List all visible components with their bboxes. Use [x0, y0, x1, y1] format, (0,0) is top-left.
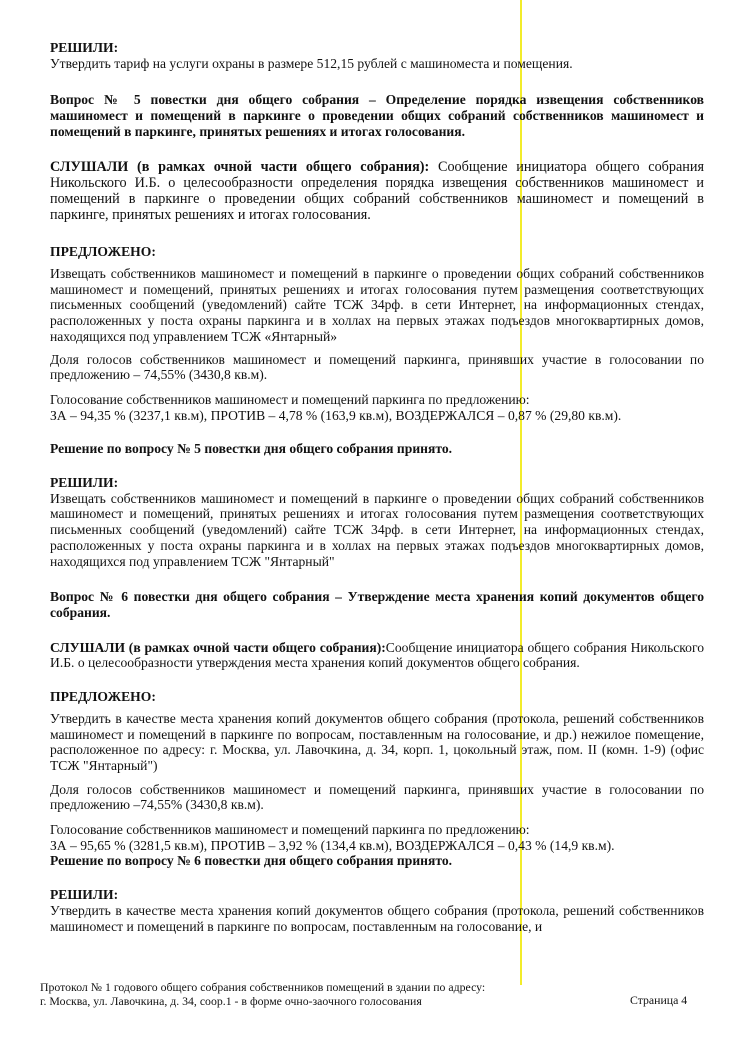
- paragraph: Извещать собственников машиномест и помещений в паркинге о проведении общих собраний собственников машиномест и помещений, принятых решениях и итогах голосования путем размещения соответствующих письменных сообщений (уведомлений) сайте ТСЖ 34рф. в сети Интернет, на информационных стендах, расположенных у поста охраны паркинга и в холлах на первых этажах подъездов многоквартирных домов, находящихся под управлением ТСЖ "Янтарный": [50, 490, 704, 569]
- paragraph: Утвердить в качестве места хранения копий документов общего собрания (протокола, решений собственников машиномест и помещений в паркинге по вопросам, поставленным на голосование, и др.) нежилое помещение, расположенное по адресу: г. Москва, ул. Лавочкина, д. 34, корп. 1, цокольный этаж, пом. II (комн. 1-9) (офис ТСЖ "Янтарный"): [50, 710, 704, 773]
- document-body: [50, 40, 704, 934]
- section-heading: РЕШИЛИ:: [50, 40, 119, 55]
- section-heading: РЕШИЛИ:: [50, 887, 119, 903]
- paragraph: Утвердить тариф на услуги охраны в размере 512,15 рублей с машиноместа и помещения.: [50, 55, 573, 71]
- paragraph: Извещать собственников машиномест и помещений в паркинге о проведении общих собраний собственников машиномест и помещений, принятых решениях и итогах голосования путем размещения соответствующих письменных сообщений (уведомлений) сайте ТСЖ 34рф. в сети Интернет, на информационных стендах, расположенных у поста охраны паркинга и в холлах на первых этажах подъездов многоквартирных домов, находящихся под управлением ТСЖ «Янтарный»: [50, 266, 704, 344]
- listened-label: СЛУШАЛИ (в рамках очной части общего собрания):: [50, 639, 386, 655]
- page-number: Страница 4: [630, 993, 688, 1007]
- page-footer: [40, 980, 600, 1008]
- footer-line: Протокол № 1 годового общего собрания собственников помещений в здании по адресу:: [40, 980, 486, 994]
- listened-label: СЛУШАЛИ (в рамках очной части общего собрания):: [50, 158, 430, 175]
- decision-line: Решение по вопросу № 6 повестки дня общего собрания принято.: [50, 853, 453, 869]
- agenda-question-6-title: Вопрос № 6 повестки дня общего собрания – Утверждение места хранения копий документов общего собрания.: [50, 589, 704, 620]
- section-heading: РЕШИЛИ:: [50, 475, 119, 491]
- listened-text: Сообщение инициатора общего собрания Никольского И.Б. о целесообразности утверждения места хранения копий документов общего собрания.: [50, 639, 705, 671]
- section-heading: ПРЕДЛОЖЕНО:: [50, 689, 156, 705]
- decision-line: Решение по вопросу № 5 повестки дня общего собрания принято.: [50, 441, 453, 457]
- paragraph: Утвердить в качестве места хранения копий документов общего собрания (протокола, решений собственников машиномест и помещений в паркинге по вопросам, поставленным на голосование, и: [50, 902, 704, 934]
- paragraph: Доля голосов собственников машиномест и помещений паркинга, принявших участие в голосовании по предложению –74,55% (3430,8 кв.м).: [50, 781, 704, 813]
- listened-paragraph: [50, 640, 704, 671]
- listened-text: Сообщение инициатора общего собрания Никольского И.Б. о целесообразности определения порядка извещения собственников машиномест и помещений в паркинге о проведении общих собраний собственников машиномест и помещений в паркинге, принятых решениях и итогах голосования.: [50, 158, 704, 224]
- agenda-question-5-title: Вопрос № 5 повестки дня общего собрания – Определение порядка извещения собственников машиномест и помещений в паркинге о проведении общих собраний собственников машиномест и помещений в паркинге, принятых решениях и итогах голосования.: [50, 92, 704, 139]
- paragraph: Доля голосов собственников машиномест и помещений паркинга, принявших участие в голосовании по предложению – 74,55% (3430,8 кв.м).: [50, 351, 704, 383]
- vote-results: ЗА – 95,65 % (3281,5 кв.м), ПРОТИВ – 3,92 % (134,4 кв.м), ВОЗДЕРЖАЛСЯ – 0,43 % (14,9 кв.м).: [50, 837, 615, 853]
- section-heading: ПРЕДЛОЖЕНО:: [50, 244, 156, 260]
- footer-line: г. Москва, ул. Лавочкина, д. 34, соор.1 - в форме очно-заочного голосования: [40, 994, 422, 1008]
- vote-heading: Голосование собственников машиномест и помещений паркинга по предложению:: [50, 391, 530, 407]
- listened-paragraph: [50, 159, 704, 224]
- vote-heading: Голосование собственников машиномест и помещений паркинга по предложению:: [50, 822, 530, 838]
- vote-results: ЗА – 94,35 % (3237,1 кв.м), ПРОТИВ – 4,78 % (163,9 кв.м), ВОЗДЕРЖАЛСЯ – 0,87 % (29,80 кв.м).: [50, 407, 622, 423]
